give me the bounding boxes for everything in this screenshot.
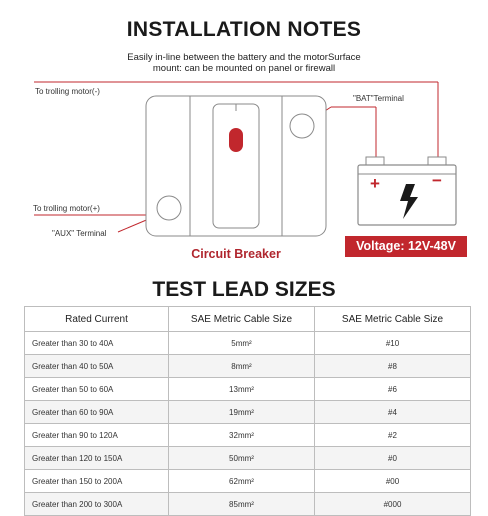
gauge-cell: #2 — [315, 424, 471, 447]
rated-current-cell: Greater than 40 to 50A — [25, 355, 169, 378]
to-motor-positive-label: To trolling motor(+) — [33, 204, 100, 213]
header-rated-current: Rated Current — [25, 307, 169, 332]
circuit-breaker — [146, 96, 326, 236]
rated-current-cell: Greater than 50 to 60A — [25, 378, 169, 401]
table-row — [25, 493, 471, 516]
metric-size-cell: 5mm² — [169, 332, 315, 355]
metric-size-cell: 62mm² — [169, 470, 315, 493]
reset-indicator — [229, 128, 243, 152]
rated-current-cell: Greater than 60 to 90A — [25, 401, 169, 424]
gauge-cell: #6 — [315, 378, 471, 401]
to-motor-negative-label: To trolling motor(-) — [35, 87, 100, 96]
rated-current-cell: Greater than 150 to 200A — [25, 470, 169, 493]
subtitle-line-1: Easily in-line between the battery and the motorSurface — [127, 52, 361, 63]
metric-size-cell: 8mm² — [169, 355, 315, 378]
gauge-cell: #4 — [315, 401, 471, 424]
rated-current-cell: Greater than 30 to 40A — [25, 332, 169, 355]
rated-current-cell: Greater than 120 to 150A — [25, 447, 169, 470]
table-row — [25, 424, 471, 447]
metric-size-cell: 85mm² — [169, 493, 315, 516]
metric-size-cell: 19mm² — [169, 401, 315, 424]
metric-size-cell: 13mm² — [169, 378, 315, 401]
table-row — [25, 401, 471, 424]
table-row — [25, 355, 471, 378]
gauge-cell: #8 — [315, 355, 471, 378]
header-sae-metric-size-awg: SAE Metric Cable Size — [315, 307, 471, 332]
gauge-cell: #000 — [315, 493, 471, 516]
circuit-breaker-label: Circuit Breaker — [191, 247, 281, 261]
lead-size-table — [24, 306, 471, 516]
header-sae-metric-size: SAE Metric Cable Size — [169, 307, 315, 332]
table-row — [25, 447, 471, 470]
rated-current-cell: Greater than 200 to 300A — [25, 493, 169, 516]
gauge-cell: #00 — [315, 470, 471, 493]
voltage-badge: Voltage: 12V-48V — [345, 236, 467, 257]
subtitle-line-2: mount: can be mounted on panel or firewall — [152, 63, 336, 74]
bat-terminal-label: "BAT"Terminal — [353, 94, 404, 103]
table-header-row — [25, 307, 471, 332]
test-lead-sizes-title: TEST LEAD SIZES — [152, 278, 336, 301]
metric-size-cell: 50mm² — [169, 447, 315, 470]
rated-current-cell: Greater than 90 to 120A — [25, 424, 169, 447]
aux-terminal-label: "AUX" Terminal — [52, 229, 107, 238]
table-row — [25, 378, 471, 401]
gauge-cell: #10 — [315, 332, 471, 355]
table-row — [25, 332, 471, 355]
table-row — [25, 470, 471, 493]
battery-minus-sign: − — [432, 171, 442, 190]
installation-notes-title: INSTALLATION NOTES — [126, 18, 362, 41]
gauge-cell: #0 — [315, 447, 471, 470]
battery-plus-sign: + — [370, 174, 380, 193]
metric-size-cell: 32mm² — [169, 424, 315, 447]
